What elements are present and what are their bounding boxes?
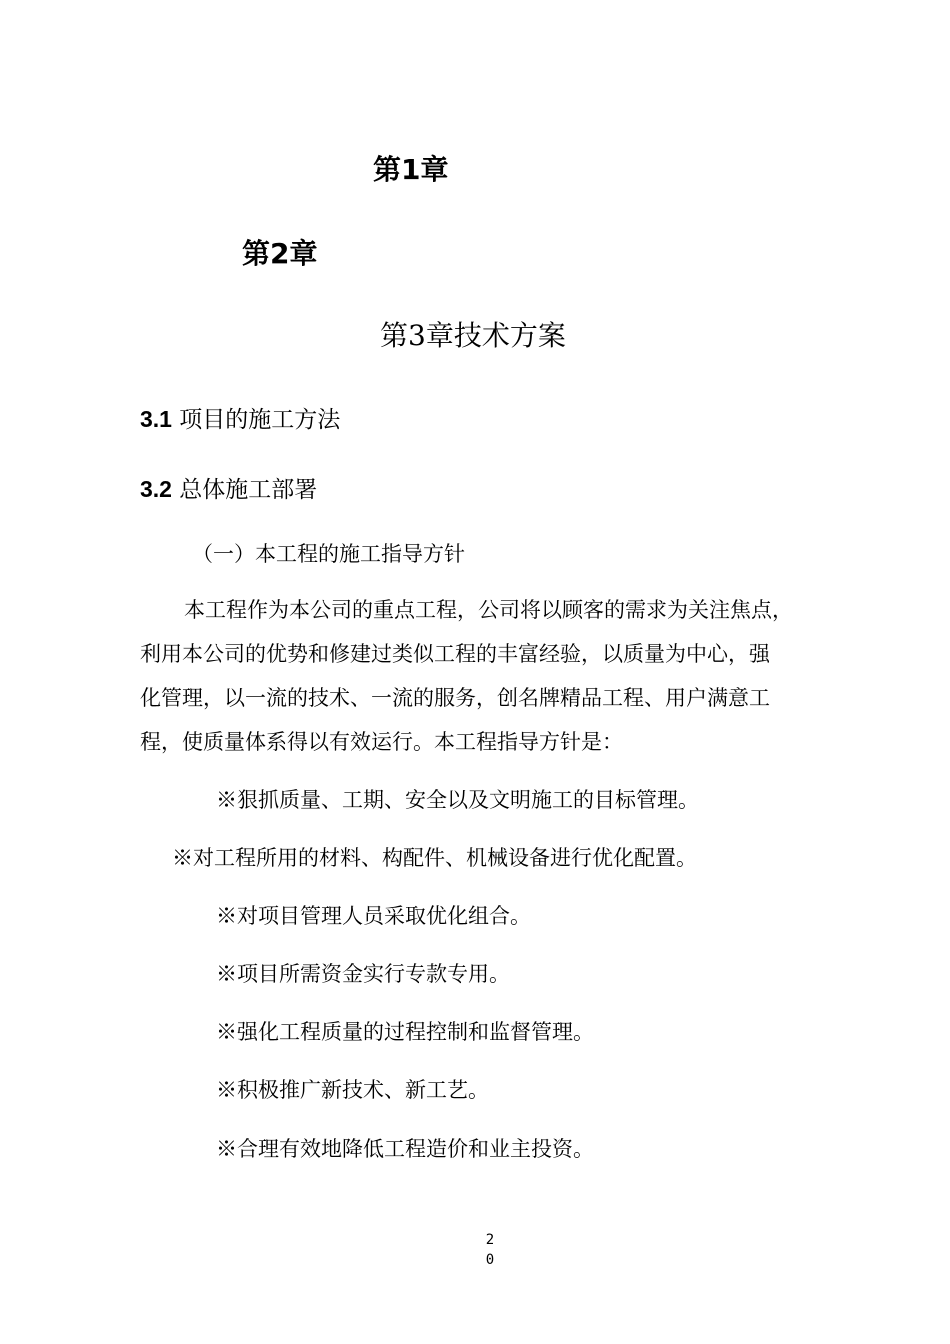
guideline-item: ※项目所需资金实行专款专用。 <box>216 962 510 986</box>
subsection-heading: （一）本工程的施工指导方针 <box>192 542 465 566</box>
section-title: 项目的施工方法 <box>171 407 341 433</box>
section-3-1-heading <box>140 402 340 437</box>
guideline-item: ※合理有效地降低工程造价和业主投资。 <box>216 1137 594 1161</box>
page-number <box>480 1230 500 1270</box>
paragraph-line: 本工程作为本公司的重点工程，公司将以顾客的需求为关注焦点， <box>184 598 793 622</box>
section-number: 3.2 <box>140 476 172 502</box>
paragraph-line: 程，使质量体系得以有效运行。本工程指导方针是： <box>140 730 623 754</box>
guideline-item: ※狠抓质量、工期、安全以及文明施工的目标管理。 <box>216 788 699 812</box>
paragraph-line: 利用本公司的优势和修建过类似工程的丰富经验，以质量为中心，强 <box>140 642 770 666</box>
chapter-2-heading: 第2章 <box>242 237 318 270</box>
guideline-item: ※积极推广新技术、新工艺。 <box>216 1078 489 1102</box>
guideline-item: ※强化工程质量的过程控制和监督管理。 <box>216 1020 594 1044</box>
chapter-1-heading: 第1章 <box>373 153 449 186</box>
section-title: 总体施工部署 <box>171 477 318 503</box>
section-3-2-heading <box>140 472 317 507</box>
guideline-item: ※对项目管理人员采取优化组合。 <box>216 904 531 928</box>
page-number-digit: 0 <box>485 1252 495 1268</box>
page-number-digit: 2 <box>485 1232 495 1248</box>
guideline-item: ※对工程所用的材料、构配件、机械设备进行优化配置。 <box>172 846 697 870</box>
chapter-3-heading: 第3章技术方案 <box>380 319 566 352</box>
section-number: 3.1 <box>140 406 172 432</box>
paragraph-line: 化管理，以一流的技术、一流的服务，创名牌精品工程、用户满意工 <box>140 686 770 710</box>
